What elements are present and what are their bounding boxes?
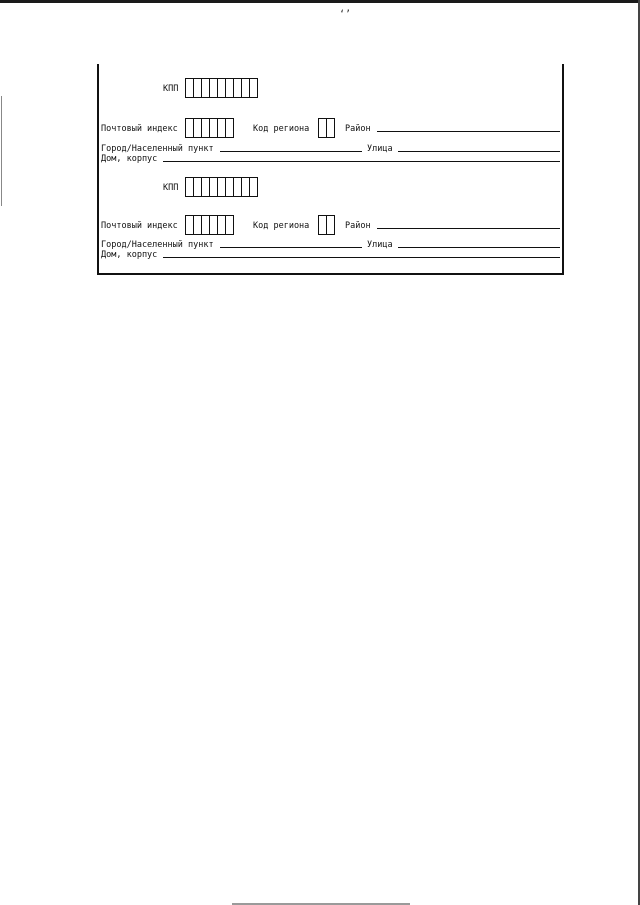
city-label: Город/Населенный пункт bbox=[101, 144, 214, 154]
house-label: Дом, корпус bbox=[101, 250, 158, 260]
address-form bbox=[97, 64, 564, 275]
page-mark: ‘’ bbox=[339, 9, 352, 20]
postal-index-cells[interactable] bbox=[185, 215, 233, 235]
kpp-cells[interactable] bbox=[185, 78, 257, 98]
district-label: Район bbox=[345, 221, 371, 231]
postal-index-label: Почтовый индекс bbox=[101, 124, 178, 134]
street-field[interactable] bbox=[398, 151, 560, 152]
street-label: Улица bbox=[367, 144, 393, 154]
input-cell[interactable] bbox=[225, 215, 234, 235]
input-cell[interactable] bbox=[249, 78, 258, 98]
kpp-cells[interactable] bbox=[185, 177, 257, 197]
region-code-label: Код региона bbox=[253, 221, 310, 231]
house-field[interactable] bbox=[163, 257, 560, 258]
kpp-label: КПП bbox=[163, 84, 179, 94]
house-label: Дом, корпус bbox=[101, 154, 158, 164]
city-field[interactable] bbox=[220, 247, 362, 248]
district-field[interactable] bbox=[377, 228, 560, 229]
street-field[interactable] bbox=[398, 247, 560, 248]
house-field[interactable] bbox=[163, 161, 560, 162]
city-label: Город/Населенный пункт bbox=[101, 240, 214, 250]
input-cell[interactable] bbox=[326, 118, 335, 138]
district-field[interactable] bbox=[377, 131, 560, 132]
region-code-label: Код региона bbox=[253, 124, 310, 134]
district-label: Район bbox=[345, 124, 371, 134]
input-cell[interactable] bbox=[249, 177, 258, 197]
street-label: Улица bbox=[367, 240, 393, 250]
region-code-cells[interactable] bbox=[318, 215, 334, 235]
input-cell[interactable] bbox=[326, 215, 335, 235]
kpp-label: КПП bbox=[163, 183, 179, 193]
scan-left-mark bbox=[1, 96, 2, 206]
scan-top-edge bbox=[0, 0, 640, 3]
city-field[interactable] bbox=[220, 151, 362, 152]
region-code-cells[interactable] bbox=[318, 118, 334, 138]
postal-index-label: Почтовый индекс bbox=[101, 221, 178, 231]
postal-index-cells[interactable] bbox=[185, 118, 233, 138]
input-cell[interactable] bbox=[225, 118, 234, 138]
